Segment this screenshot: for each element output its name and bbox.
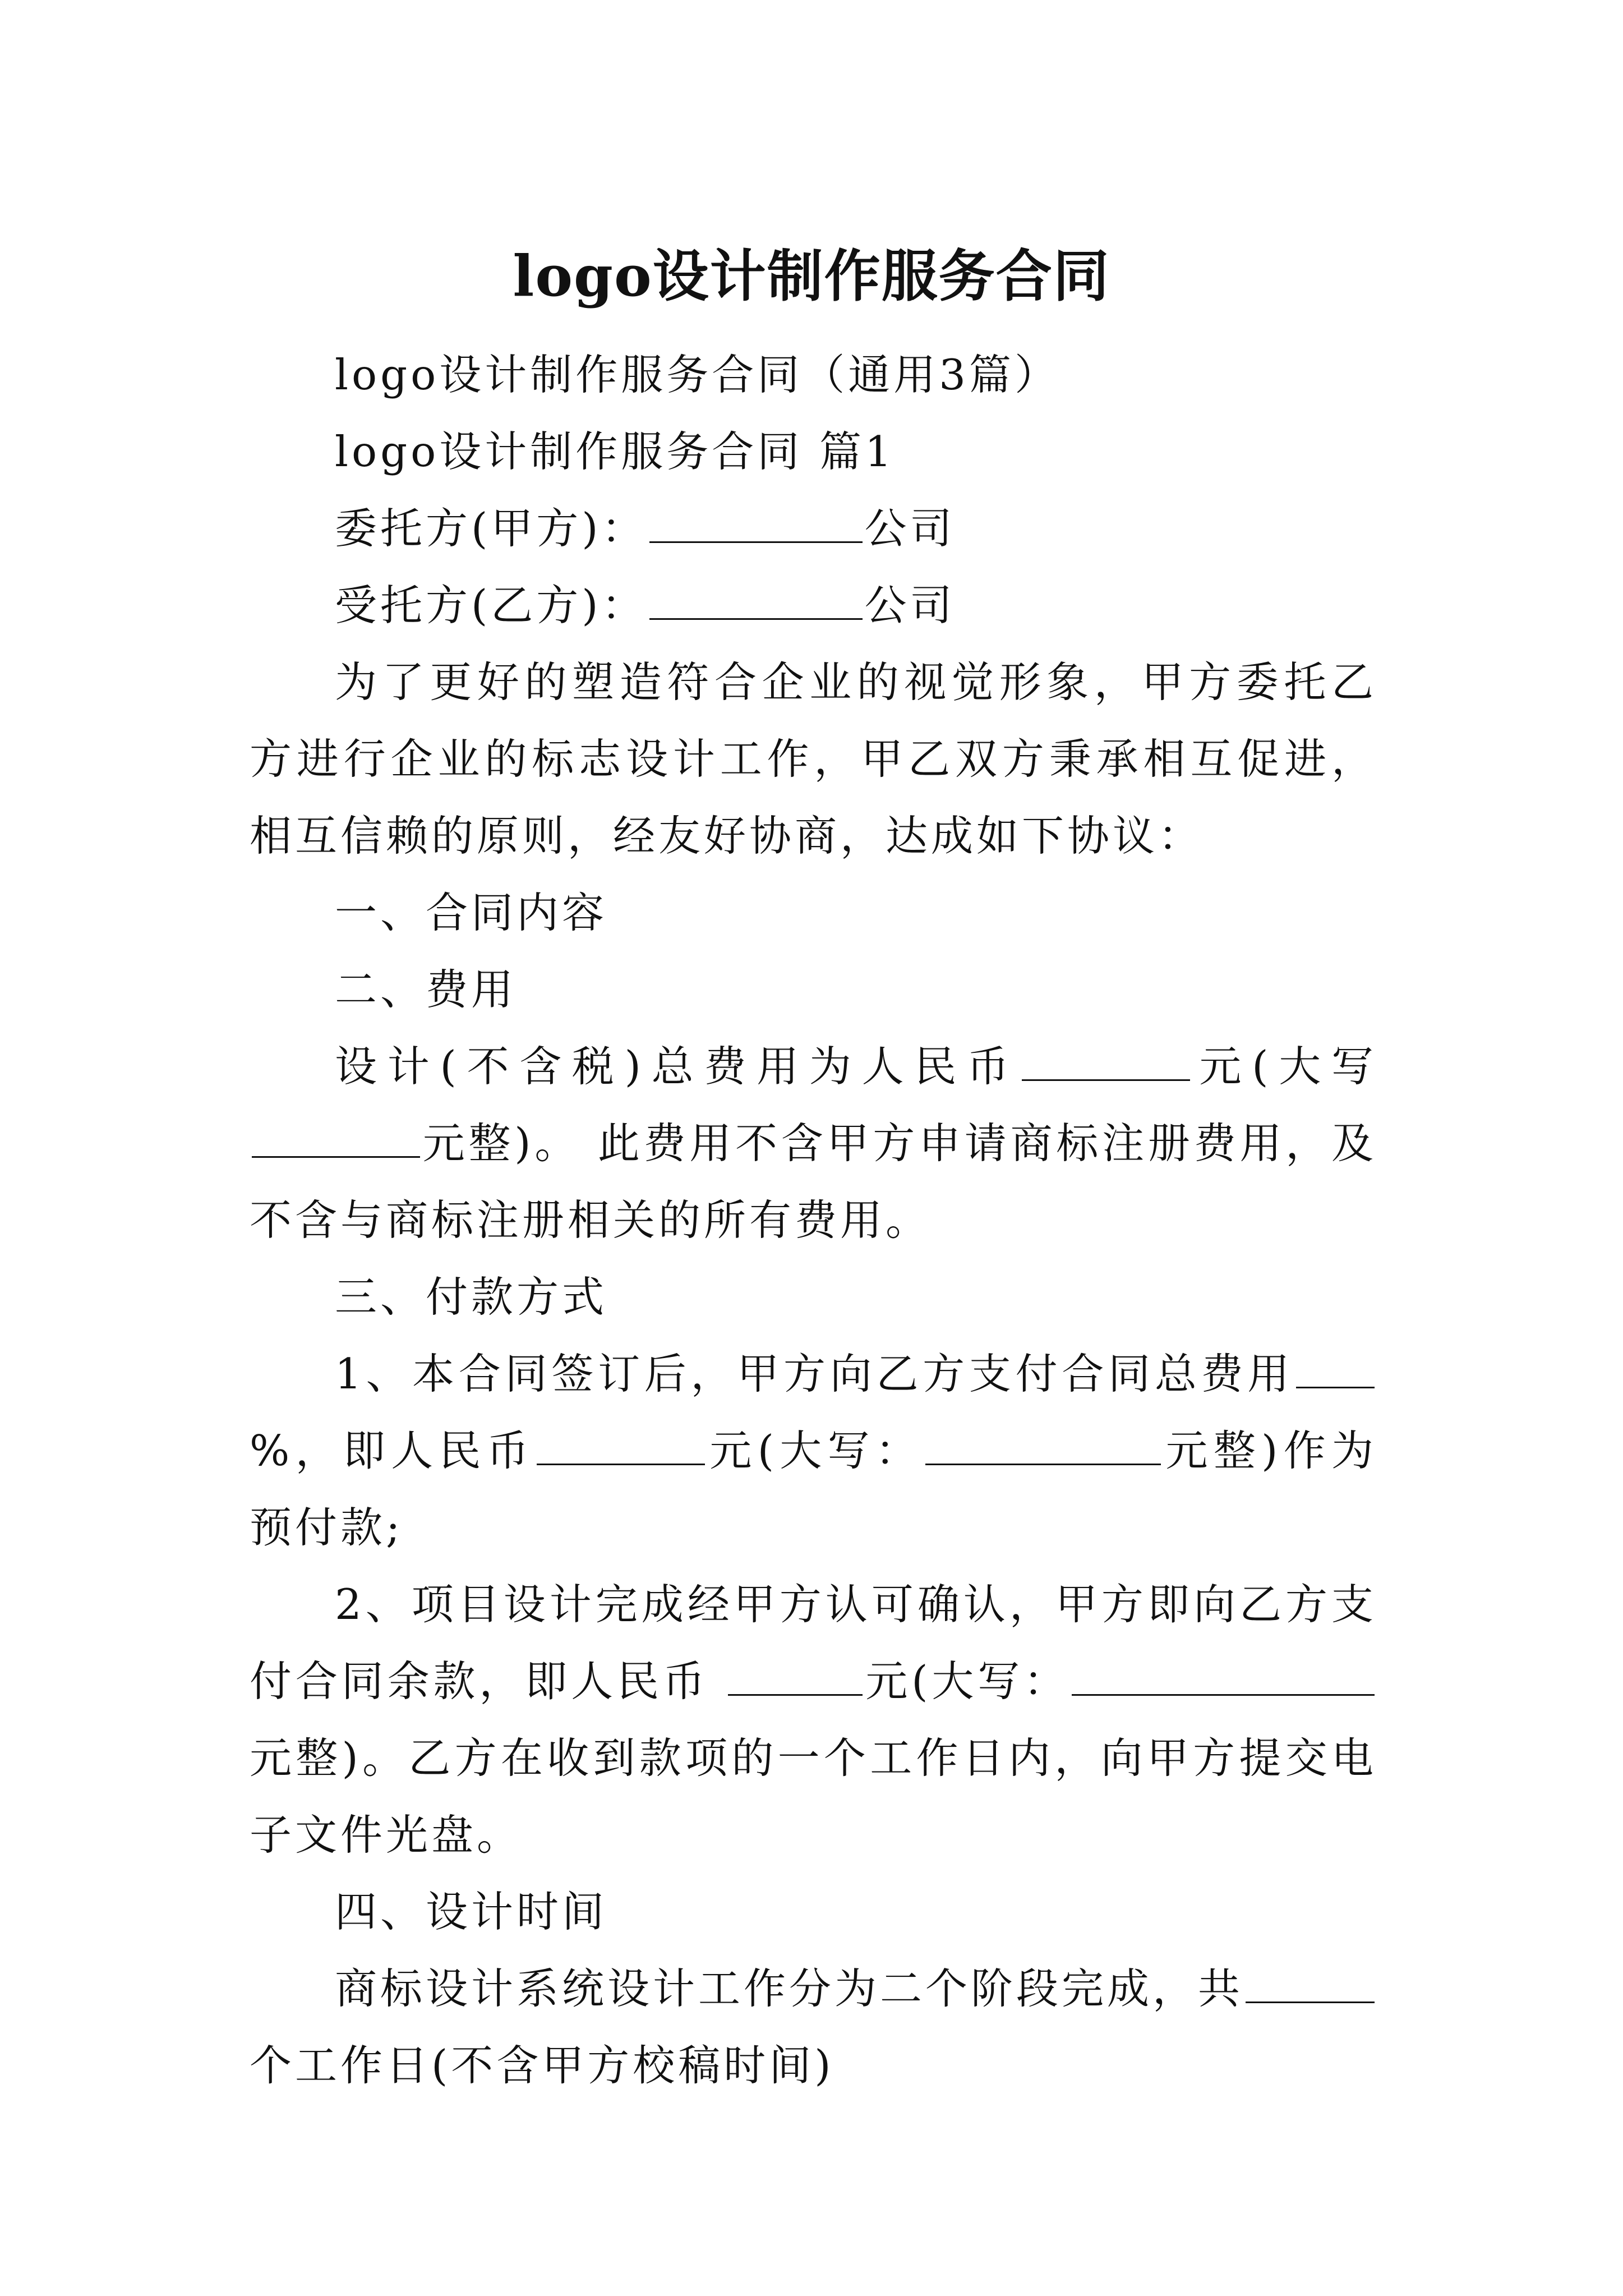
intro-paragraph: 为了更好的塑造符合企业的视觉形象，甲方委托乙方进行企业的标志设计工作，甲乙双方秉承相互促进，相互信赖的原则，经友好协商，达成如下协议： [250,657,1377,861]
payment-1-percent-blank [1296,1349,1375,1389]
heading-payment: 三、付款方式 [335,1272,608,1322]
party-b-label: 受托方(乙方)： [335,581,647,630]
fee-text-2: 元(大写 [1192,1042,1377,1091]
party-b-blank [649,581,863,620]
payment-2-text-1: 2、项目设计完成经甲方认可确认，甲方即向乙方支付合同余款，即人民币 [250,1580,1377,1706]
fee-amount-blank [1022,1042,1190,1082]
payment-1-text-2: %，即人民币 [250,1426,535,1475]
heading-contract-content: 一、合同内容 [335,888,608,937]
payment-2-capital-blank [1072,1657,1375,1696]
section-heading: logo设计制作服务合同 篇1 [335,427,895,476]
payment-1-amount-blank [537,1426,705,1466]
time-paragraph [250,1950,1377,2104]
party-a-blank [649,504,863,544]
payment-2-text-3: 元整)。乙方在收到款项的一个工作日内，向甲方提交电子文件光盘。 [250,1733,1377,1860]
document-subtitle: logo设计制作服务合同（通用3篇） [335,350,1061,399]
document-title: logo设计制作服务合同 [513,243,1110,309]
payment-1-text-1: 1、本合同签订后，甲方向乙方支付合同总费用 [335,1349,1294,1398]
payment-2-text-2: 元(大写： [865,1657,1070,1706]
payment-1-paragraph [250,1336,1377,1566]
document-body [250,337,1377,2104]
time-text-2: 个工作日(不含甲方校稿时间) [250,2041,834,2090]
party-b-line [250,567,1377,644]
payment-1-text-3: 元(大写： [707,1426,924,1475]
party-a-label: 委托方(甲方)： [335,504,647,553]
payment-1-text-4: 元整)作为预付款; [250,1426,1377,1552]
fee-capital-blank [252,1119,420,1158]
fee-text-3: 元整)。 此费用不含甲方申请商标注册费用，及不含与商标注册相关的所有费用。 [250,1119,1377,1245]
fee-paragraph [250,1028,1377,1259]
party-a-suffix: 公司 [864,504,956,553]
party-b-suffix: 公司 [864,581,956,630]
heading-fees: 二、费用 [335,965,517,1014]
time-text-1: 商标设计系统设计工作分为二个阶段完成，共 [335,1964,1244,2013]
payment-2-amount-blank [728,1657,863,1696]
party-a-line [250,490,1377,567]
fee-text-1: 设计(不含税)总费用为人民币 [335,1042,1020,1091]
time-days-blank [1246,1964,1375,2004]
heading-design-time: 四、设计时间 [335,1887,608,1936]
payment-2-paragraph [250,1566,1377,1874]
payment-1-capital-blank [925,1426,1161,1466]
